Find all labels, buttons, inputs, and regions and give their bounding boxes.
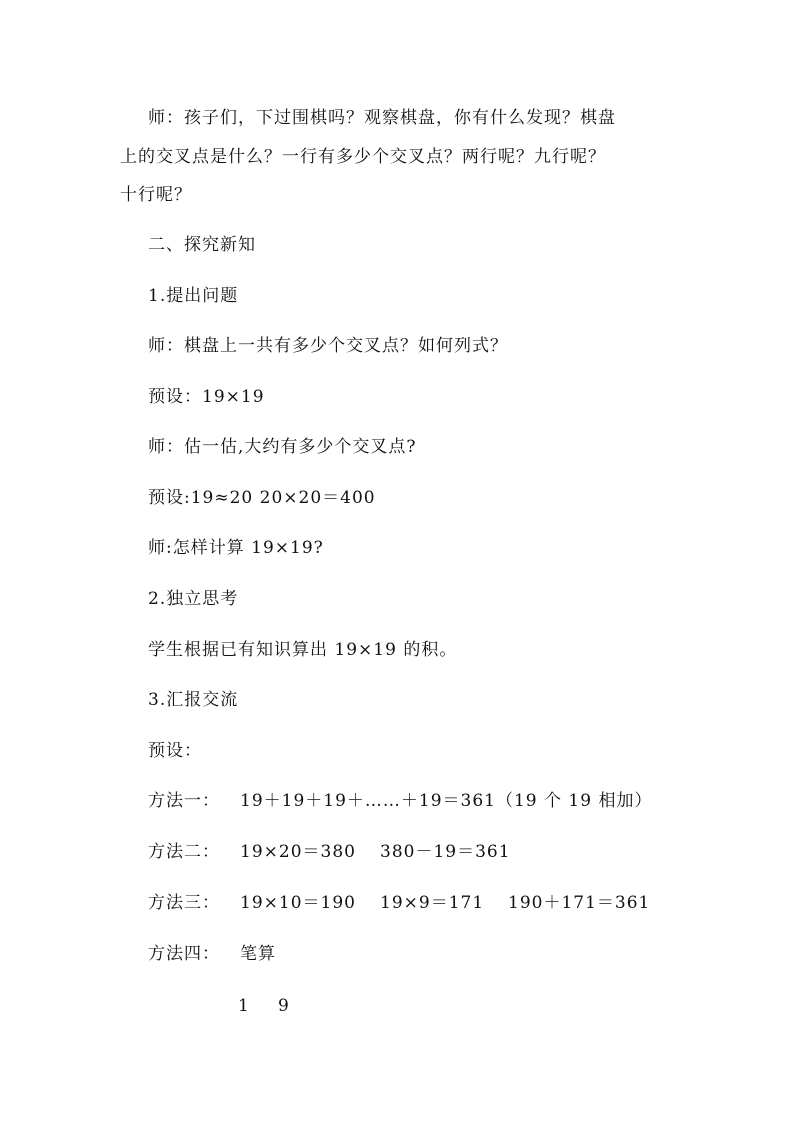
method-2 [148,840,668,864]
step2-text: 学生根据已有知识算出 19×19 的积。 [148,640,458,660]
question-3: 师:怎样计算 19×19? [148,538,324,558]
method-1-label: 方法一： [148,791,220,811]
vertical-calc-digit-ones: 9 [278,996,290,1016]
method-4-label: 方法四： [148,944,220,964]
method-1 [148,789,668,813]
step1-title: 1.提出问题 [148,286,239,306]
intro-line-1: 师：孩子们，下过围棋吗？观察棋盘，你有什么发现？棋盘 [148,108,616,128]
method-3 [148,891,668,915]
answer-2: 预设:19≈20 20×20＝400 [148,488,376,508]
method-3-step-a: 19×10＝190 [240,893,356,913]
step2-title: 2.独立思考 [148,589,239,609]
method-2-step-a: 19×20＝380 [240,842,356,862]
section-title: 二、探究新知 [148,235,256,255]
step3-title: 3.汇报交流 [148,690,239,710]
intro-line-2: 上的交叉点是什么？一行有多少个交叉点？两行呢？九行呢？ [120,147,606,167]
method-4-text: 笔算 [240,944,276,964]
preset-label: 预设： [148,741,202,761]
question-1: 师：棋盘上一共有多少个交叉点？如何列式？ [148,336,508,356]
method-3-label: 方法三： [148,893,220,913]
method-1-expression: 19＋19＋19＋……＋19＝361（19 个 19 相加） [240,791,653,811]
method-2-label: 方法二： [148,842,220,862]
method-3-step-b: 19×9＝171 [380,893,485,913]
method-3-step-c: 190＋171＝361 [508,893,651,913]
vertical-calc-digit-tens: 1 [238,996,250,1016]
question-2: 师：估一估,大约有多少个交叉点? [148,437,417,457]
answer-1: 预设：19×19 [148,387,265,407]
method-4 [148,942,668,966]
method-2-step-b: 380－19＝361 [380,842,511,862]
intro-line-3: 十行呢？ [120,185,192,205]
